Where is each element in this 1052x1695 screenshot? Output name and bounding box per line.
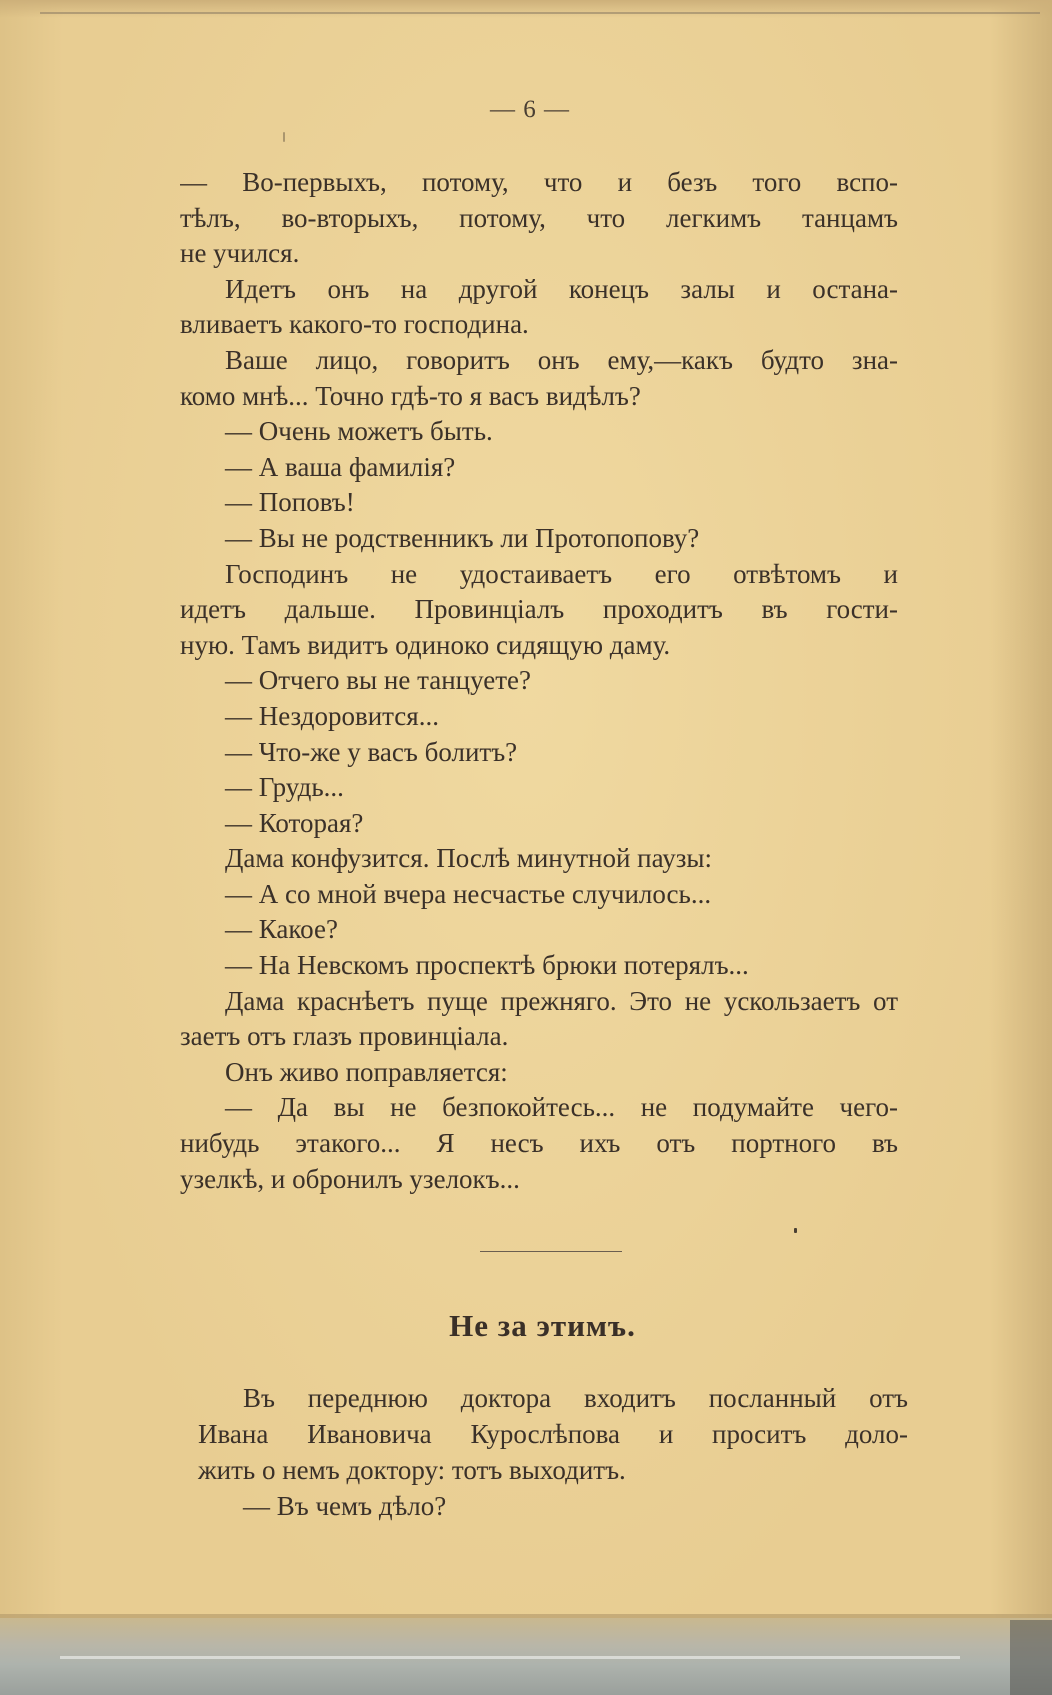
text-line: Господинъ не удостаиваетъ его отвѣтомъ и [225,558,898,589]
page-top-edge-line [40,12,1040,14]
text-line: — Нездоровится... [225,700,439,731]
text-line: — Какое? [225,914,338,945]
section-1-text [180,165,898,1197]
section-2-text [198,1380,908,1524]
text-line: заетъ отъ глазъ провинціала. [180,1021,509,1052]
text-line: — А со мной вчера несчастье случилось... [225,878,712,909]
text-line: — Поповъ! [225,487,355,518]
text-line: не учился. [180,238,300,269]
scanner-glare [60,1656,960,1659]
ink-speck [283,132,285,142]
text-line: нибудь этакого... Я несъ ихъ отъ портного въ [180,1128,898,1159]
text-line: Онъ живо поправляется: [225,1056,508,1087]
text-line: Въ переднюю доктора входитъ посланный отъ [243,1383,908,1413]
section-separator [480,1251,622,1252]
text-line: — Грудь... [225,772,344,803]
text-line: жить о немъ доктору: тотъ выходитъ. [198,1455,626,1485]
section-2-title: Не за этимъ. [449,1308,636,1343]
page-number: — 6 — [490,96,570,123]
text-line: вливаетъ какого-то господина. [180,309,529,340]
text-line: — А ваша фамилія? [225,451,456,482]
page-corner-shadow [1010,1620,1052,1695]
text-line: Дама краснѣетъ пуще прежняго. Это не ускользаетъ от [225,985,898,1016]
text-line: — Вы не родственникъ ли Протопопову? [225,522,700,553]
text-line: Дама конфузится. Послѣ минутной паузы: [225,843,713,874]
text-line: Ваше лицо, говоритъ онъ ему,—какъ будто зна- [225,344,898,375]
text-line: — Что-же у васъ болитъ? [225,736,518,767]
text-line: — Въ чемъ дѣло? [243,1491,447,1521]
text-line: — Очень можетъ быть. [225,416,493,447]
text-line: — Да вы не безпокойтесь... не подумайте чего- [225,1092,898,1123]
ink-speck [794,1228,797,1233]
text-line: — Отчего вы не танцуете? [225,665,531,696]
text-line: тѣлъ, во-вторыхъ, потому, что легкимъ танцамъ [180,202,898,233]
text-line: Идетъ онъ на другой конецъ залы и остана- [225,273,898,304]
text-line: — Во-первыхъ, потому, что и безъ того вспо- [180,167,898,197]
text-line: — Которая? [225,807,364,838]
page-top-edge [0,0,1052,18]
text-line: идетъ дальше. Провинціалъ проходитъ въ гости- [180,594,898,625]
text-line: узелкѣ, и обронилъ узелокъ... [180,1163,520,1194]
text-line: ную. Тамъ видитъ одиноко сидящую даму. [180,629,671,660]
text-line: Ивана Ивановича Курослѣпова и проситъ доло- [198,1419,908,1449]
text-line: — На Невскомъ проспектѣ брюки потерялъ... [225,950,749,981]
text-line: комо мнѣ... Точно гдѣ-то я васъ видѣлъ? [180,380,641,411]
